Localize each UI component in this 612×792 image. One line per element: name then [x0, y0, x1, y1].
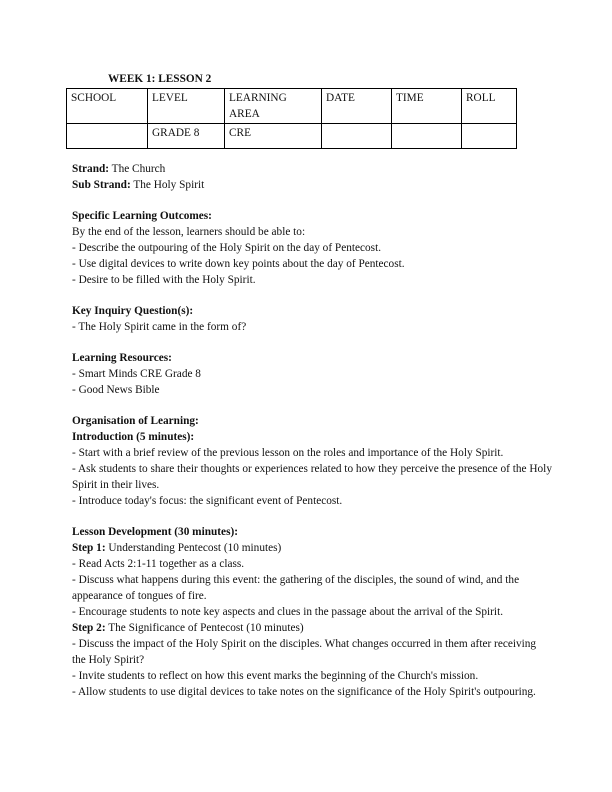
step1-title: Understanding Pentecost (10 minutes) [105, 542, 282, 554]
table-row [67, 124, 517, 149]
list-item: - Introduce today's focus: the significant event of Pentecost. [72, 495, 343, 507]
step2-title: The Significance of Pentecost (10 minutes) [105, 622, 304, 634]
cell: CRE [225, 124, 322, 149]
list-item: - Desire to be filled with the Holy Spirit. [72, 274, 256, 286]
resources-heading: Learning Resources: [72, 352, 172, 364]
outcomes-heading: Specific Learning Outcomes: [72, 210, 212, 222]
introduction-heading: Introduction (5 minutes): [72, 431, 195, 443]
lesson-title: WEEK 1: LESSON 2 [108, 73, 212, 85]
list-item: - Invite students to reflect on how this event marks the beginning of the Church's mission. [72, 670, 479, 682]
header-cell: DATE [322, 89, 392, 124]
list-item: - Discuss what happens during this event: the gathering of the disciples, the sound of wind, and the appearance of tongues of fire. [72, 574, 520, 602]
sub-strand-label: Sub Strand: [72, 179, 131, 191]
lesson-body [72, 161, 552, 715]
list-item: - Ask students to share their thoughts or experiences related to how they perceive the presence of the Holy Spirit in their lives. [72, 463, 552, 491]
organisation-heading: Organisation of Learning: [72, 415, 199, 427]
inquiry-section [72, 303, 552, 335]
cell: GRADE 8 [148, 124, 225, 149]
cell [392, 124, 462, 149]
step2-label: Step 2: [72, 622, 106, 634]
outcomes-intro: By the end of the lesson, learners should be able to: [72, 226, 306, 238]
list-item: - Good News Bible [72, 384, 160, 396]
list-item: - Discuss the impact of the Holy Spirit on the disciples. What changes occurred in them after receiving the Holy Spirit? [72, 638, 537, 666]
list-item: - Describe the outpouring of the Holy Spirit on the day of Pentecost. [72, 242, 382, 254]
step1-label: Step 1: [72, 542, 106, 554]
strand-label: Strand: [72, 163, 110, 175]
list-item: - Allow students to use digital devices to take notes on the significance of the Holy Spirit's outpouring. [72, 686, 536, 698]
table-header-row [67, 89, 517, 124]
list-item: - Smart Minds CRE Grade 8 [72, 368, 201, 380]
inquiry-heading: Key Inquiry Question(s): [72, 305, 194, 317]
cell [67, 124, 148, 149]
list-item: - Start with a brief review of the previous lesson on the roles and importance of the Holy Spirit. [72, 447, 504, 459]
cell [322, 124, 392, 149]
strand-value: The Church [109, 163, 166, 175]
header-cell: LEVEL [148, 89, 225, 124]
organisation-section [72, 413, 552, 509]
outcomes-section [72, 208, 552, 288]
list-item: - Read Acts 2:1-11 together as a class. [72, 558, 245, 570]
development-heading: Lesson Development (30 minutes): [72, 526, 238, 538]
header-cell: SCHOOL [67, 89, 148, 124]
lesson-info-table [66, 88, 517, 149]
sub-strand-value: The Holy Spirit [130, 179, 205, 191]
strand-section [72, 161, 552, 193]
header-cell: LEARNING AREA [225, 89, 322, 124]
list-item: - Encourage students to note key aspects and clues in the passage about the arrival of the Spirit. [72, 606, 504, 618]
header-cell: ROLL [462, 89, 517, 124]
list-item: - Use digital devices to write down key points about the day of Pentecost. [72, 258, 405, 270]
list-item: - The Holy Spirit came in the form of? [72, 321, 247, 333]
development-section [72, 524, 552, 700]
cell [462, 124, 517, 149]
resources-section [72, 350, 552, 398]
header-cell: TIME [392, 89, 462, 124]
